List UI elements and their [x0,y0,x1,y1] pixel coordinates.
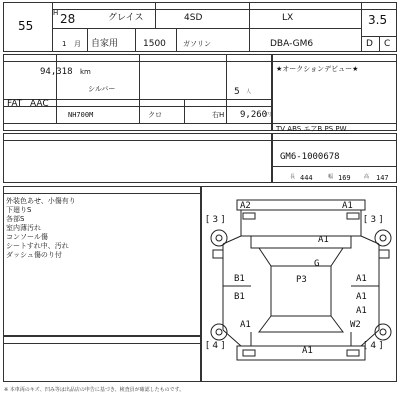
damage-right-front-door: A1 [356,292,367,302]
handle-position: 右H [212,111,225,119]
divider [379,36,380,52]
tire-front-left: [ 3 ] [206,215,225,225]
color-value: シルバー [88,85,116,93]
equipment-list: TV ABS エアB PS PW [276,125,347,133]
divider [3,123,272,124]
height-value: 147 [376,174,389,182]
displacement: 1500 [143,39,166,49]
damage-roof-a: A1 [318,235,329,245]
damage-roof-g: G [314,259,320,269]
divider [272,123,397,124]
length-value: 444 [300,174,313,182]
note-line: 各部S [6,215,25,223]
divider [3,343,201,344]
divider [361,36,397,37]
serial-number: GM6-1000678 [280,152,340,162]
note-line: シートすれ中、汚れ [6,242,69,250]
height-label: 高 [364,174,370,180]
ac-type: AAC [30,99,49,109]
usage: 自家用 [91,39,119,49]
divider [184,99,185,123]
note-line: ダッシュ傷のり付 [6,251,62,259]
divider [3,193,201,194]
divider [155,2,156,28]
seats-unit: 人 [246,89,252,95]
mileage-unit: km [80,68,91,76]
era-mark: H [53,9,59,17]
damage-roof-p: P3 [296,275,307,285]
width-label: 幅 [328,174,334,180]
condition-notes-frame [3,186,201,336]
grade: LX [282,13,294,23]
tire-rear-right: [ 4 ] [364,341,383,351]
divider [52,9,397,10]
damage-right-mid: A1 [356,306,367,316]
damage-left-rear-lower: A1 [240,320,251,330]
capacity-value: 9,260 [240,110,268,120]
first-reg-month: 1 [62,40,67,48]
divider [135,28,136,52]
divider [3,140,272,141]
exterior-grade: C [384,39,391,49]
transmission: FAT [7,99,23,109]
damage-rear-a: A1 [302,346,313,356]
damage-bumper-front: A1 [342,201,353,211]
damage-hood-front: A2 [240,201,251,211]
score: 3.5 [368,13,388,27]
model-code: DBA-GM6 [270,39,314,49]
interior-grade: D [366,39,373,49]
divider [52,28,361,29]
fuel-type: ガソリン [183,40,211,48]
damage-left-front-door: B1 [234,274,245,284]
note-line: 外装色あせ、小傷有り [6,197,76,205]
door-type: 4SD [184,13,203,23]
damage-right-w: W2 [350,320,361,330]
mileage-value: 94,318 [40,67,73,77]
tire-rear-left: [ 4 ] [206,341,225,351]
divider [87,28,88,52]
color-code: NH700M [68,111,94,119]
car-name: グレイス [108,13,144,23]
month-unit: 月 [74,40,81,48]
width-value: 169 [338,174,351,182]
divider [272,140,397,141]
sales-point-text: ★オークションデビュー★ [276,65,359,73]
divider [272,61,397,62]
divider [272,166,397,167]
lot-number: 55 [18,19,34,33]
seats-value: 5 [234,87,240,97]
note-line: 室内薄汚れ [6,224,41,232]
divider [226,54,227,123]
kigo-value: クロ [148,111,162,119]
footer-disclaimer: ※ 本車両のキズ、凹み等は出品店の申告に基づき、検査員が確認したものです。 [4,387,185,393]
tire-front-right: [ 3 ] [364,215,383,225]
divider [3,61,272,62]
capacity-unit: 円 [266,112,272,118]
divider [139,54,140,123]
length-label: 長 [290,174,296,180]
specs-frame [3,54,272,131]
divider [56,54,57,123]
note-line: 下廻りS [6,206,32,214]
damage-right-front-fender: A1 [356,274,367,284]
divider [176,28,177,52]
note-line: コンソール傷 [6,233,48,241]
model-year: 28 [60,12,76,26]
damage-left-rear-door: B1 [234,292,245,302]
